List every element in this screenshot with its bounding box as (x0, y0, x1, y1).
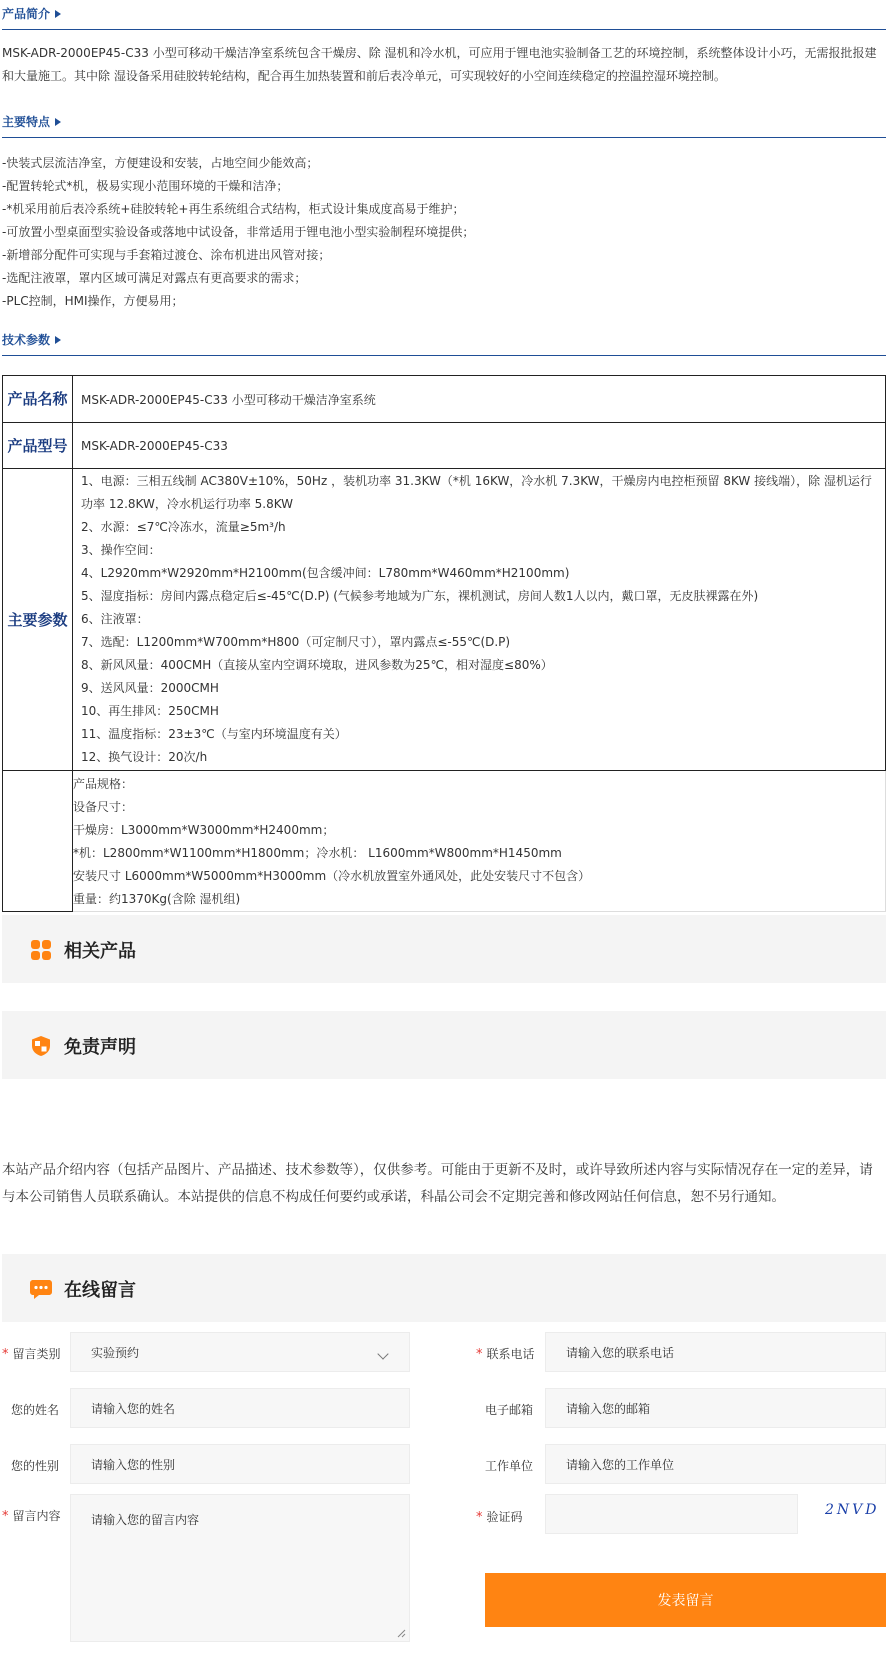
spec-row-name (3, 376, 886, 423)
triangle-right-icon (55, 336, 61, 344)
param-line: 4、L2920mm*W2920mm*H2100mm(包含缓冲间：L780mm*W460mm*H2100mm) (81, 566, 570, 580)
name-input[interactable]: 请输入您的姓名 (70, 1388, 410, 1428)
spec-label-params: 主要参数 (3, 469, 73, 771)
feature-item: -配置转轮式*机，极易实现小范围环境的干燥和洁净； (2, 179, 289, 193)
chat-bubble-icon (30, 1278, 52, 1300)
related-products-title: 相关产品 (64, 941, 136, 962)
content-label: * 留言内容 (2, 1509, 61, 1524)
feature-item: -新增部分配件可实现与手套箱过渡仓、涂布机进出风管对接； (2, 248, 331, 262)
param-line: 1、电源：三相五线制 AC380V±10%，50Hz ，装机功率 31.3KW（*机 16KW，冷水机 7.3KW，干燥房内电控柜预留 8KW 接线端），除 湿机运行功率 12.8KW，冷水机运行功率 5.8KW (81, 474, 872, 511)
param-line: 6、注液罩： (81, 612, 149, 626)
triangle-right-icon (55, 10, 61, 18)
disclaimer-header (2, 1011, 886, 1079)
required-mark: * (476, 1510, 483, 1525)
gender-label: 您的性别 (11, 1459, 60, 1473)
spec-extra-line: 设备尺寸： (73, 800, 134, 814)
features-list (2, 152, 886, 313)
spec-extra-line: 安装尺寸 L6000mm*W5000mm*H3000mm（冷水机放置室外通风处，此处安装尺寸不包含） (73, 869, 591, 883)
spec-table (2, 375, 886, 912)
email-input[interactable]: 请输入您的邮箱 (545, 1388, 886, 1428)
captcha-label: * 验证码 (476, 1510, 523, 1525)
spec-value-name: MSK-ADR-2000EP45-C33 小型可移动干燥洁净室系统 (73, 376, 886, 423)
feature-item: -*机采用前后表冷系统+硅胶转轮+再生系统组合式结构，柜式设计集成度高易于维护； (2, 202, 465, 216)
spec-row-params (3, 469, 886, 771)
company-input[interactable]: 请输入您的工作单位 (545, 1444, 886, 1484)
spec-value-model: MSK-ADR-2000EP45-C33 (73, 423, 886, 469)
submit-message-button[interactable]: 发表留言 (485, 1573, 886, 1627)
shield-icon (30, 1035, 52, 1057)
feature-item: -选配注液罩，罩内区域可满足对露点有更高要求的需求； (2, 271, 307, 285)
spec-label-extra (3, 771, 73, 912)
param-line: 5、湿度指标：房间内露点稳定后≤-45℃(D.P) (气候参考地域为广东，裸机测试，房间人数1人以内，戴口罩，无皮肤裸露在外) (81, 589, 759, 603)
spec-extra-line: 产品规格： (73, 777, 134, 791)
spec-row-model (3, 423, 886, 469)
features-section-title: 主要特点 (2, 113, 61, 130)
required-mark: * (476, 1347, 483, 1362)
gender-input[interactable]: 请输入您的性别 (70, 1444, 410, 1484)
captcha-image[interactable]: 2NVD (825, 1502, 880, 1518)
spec-extra-line: 干燥房：L3000mm*W3000mm*H2400mm； (73, 823, 335, 837)
param-line: 10、再生排风：250CMH (81, 704, 219, 718)
intro-section-header (2, 0, 886, 30)
spec-label-model: 产品型号 (3, 423, 73, 469)
related-products-header (2, 915, 886, 983)
feature-item: -PLC控制，HMI操作，方便易用； (2, 294, 184, 308)
required-mark: * (2, 1509, 9, 1524)
param-line: 9、送风风量：2000CMH (81, 681, 219, 695)
category-select[interactable] (70, 1332, 410, 1372)
spec-extra-line: 重量：约1370Kg(含除 湿机组) (73, 892, 241, 906)
company-label: 工作单位 (485, 1459, 534, 1473)
email-label: 电子邮箱 (485, 1403, 534, 1417)
required-mark: * (2, 1347, 9, 1362)
captcha-input[interactable] (545, 1494, 798, 1534)
param-line: 11、温度指标：23±3℃（与室内环境温度有关） (81, 727, 347, 741)
features-section-header (2, 108, 886, 138)
specs-section-title: 技术参数 (2, 331, 61, 348)
spec-value-extra (73, 771, 886, 912)
spec-extra-line: *机：L2800mm*W1100mm*H1800mm；冷水机： L1600mm*W800mm*H1450mm (73, 846, 562, 860)
resize-grip-icon[interactable] (396, 1628, 406, 1638)
chevron-down-icon (377, 1348, 388, 1359)
intro-section-title: 产品简介 (2, 5, 61, 22)
param-line: 2、水源：≤7℃冷冻水，流量≥5m³/h (81, 520, 286, 534)
content-textarea[interactable]: 请输入您的留言内容 (70, 1494, 410, 1642)
phone-input[interactable]: 请输入您的联系电话 (545, 1332, 886, 1372)
intro-text: MSK-ADR-2000EP45-C33 小型可移动干燥洁净室系统包含干燥房、除 湿机和冷水机，可应用于锂电池实验制备工艺的环境控制，系统整体设计小巧，无需报批报建和大量施工。其中除 湿设备采用硅胶转轮结构，配合再生加热装置和前后表冷单元，可实现较好的小空间连续稳定的控温控湿环境控制。 (2, 46, 877, 83)
name-label: 您的姓名 (11, 1403, 60, 1417)
param-line: 7、选配：L1200mm*W700mm*H800（可定制尺寸），罩内露点≤-55℃(D.P) (81, 635, 511, 649)
feature-item: -快装式层流洁净室，方便建设和安装，占地空间少能效高； (2, 156, 319, 170)
param-line: 12、换气设计：20次/h (81, 750, 208, 764)
feature-item: -可放置小型桌面型实验设备或落地中试设备，非常适用于锂电池小型实验制程环境提供； (2, 225, 475, 239)
spec-row-extra (3, 771, 886, 912)
triangle-right-icon (55, 118, 61, 126)
disclaimer-title: 免责声明 (64, 1037, 136, 1058)
disclaimer-text: 本站产品介绍内容（包括产品图片、产品描述、技术参数等），仅供参考。可能由于更新不及时，或许导致所述内容与实际情况存在一定的差异，请与本公司销售人员联系确认。本站提供的信息不构成任何要约或承诺，科晶公司会不定期完善和修改网站任何信息，恕不另行通知。 (2, 1162, 873, 1205)
specs-section-header (2, 326, 886, 356)
spec-label-name: 产品名称 (3, 376, 73, 423)
param-line: 3、操作空间： (81, 543, 161, 557)
message-title: 在线留言 (64, 1280, 136, 1301)
phone-label: * 联系电话 (476, 1347, 535, 1362)
grid-icon (30, 939, 52, 961)
spec-value-params (73, 469, 886, 771)
param-line: 8、新风风量：400CMH（直接从室内空调环境取，进风参数为25℃，相对湿度≤80%） (81, 658, 553, 672)
message-header (2, 1254, 886, 1322)
category-selected-value: 实验预约 (91, 1345, 140, 1360)
category-label: * 留言类别 (2, 1347, 61, 1362)
